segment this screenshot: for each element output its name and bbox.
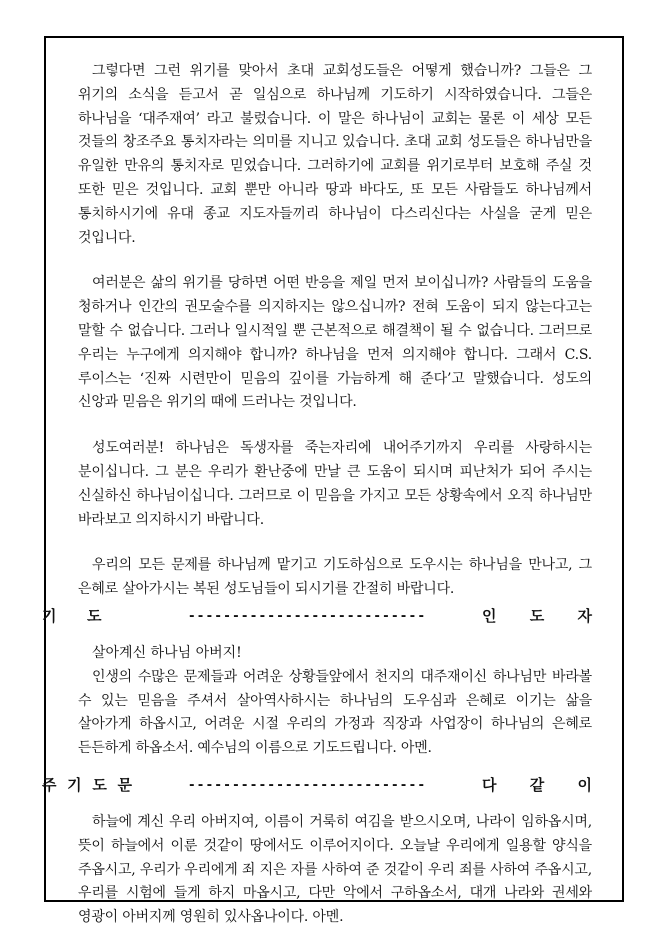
lords-prayer-heading-dashes: ---------------------------: [187, 778, 427, 794]
prayer-greeting: 살아계신 하나님 아버지!: [92, 644, 242, 661]
paragraph-2: 여러분은 삶의 위기를 당하면 어떤 반응을 제일 먼저 보이십니까? 사람들의 도움을 청하거나 인간의 권모술수를 의지하지는 않으십니까? 전혀 도움이 되지 않는다고는 말할 수 없습니다. 그러나 일시적일 뿐 근본적으로 해결책이 될 수 없습니다. 그러므로 우리는 누구에게 의지해야 합니까? 하나님을 먼저 의지해야 합니다. 그래서 C.S. 루이스는 ‘진짜 시련만이 믿음의 깊이를 가늠하게 해 준다’고 말했습니다. 성도의 신앙과 믿음은 위기의 때에 드러나는 것입니다.: [78, 275, 592, 411]
prayer-heading: [42, 602, 592, 632]
prayer-body: 인생의 수많은 문제들과 어려운 상황들앞에서 천지의 대주재이신 하나님만 바라볼 수 있는 믿음을 주셔서 살아역사하시는 하나님의 도우심과 은혜로 이기는 삶을 살아가게 하옵시고, 어려운 시절 우리의 가정과 직장과 사업장이 하나님의 은혜로 든든하게 하옵소서. 예수님의 이름으로 기도드립니다. 아멘.: [78, 668, 592, 757]
lords-prayer-heading-char: 도: [92, 776, 107, 795]
lords-prayer-heading-char: 문: [117, 776, 132, 795]
lords-prayer-leader-char: 다: [482, 776, 497, 795]
prayer-leader-char: 자: [577, 607, 592, 626]
lords-prayer-body: 하늘에 계신 우리 아버지여, 이름이 거룩히 여김을 받으시오며, 나라이 임하옵시며, 뜻이 하늘에서 이룬 것같이 땅에서도 이루어지이다. 오늘날 우리에게 일용할 양식을 주옵시고, 우리가 우리에게 죄 지은 자를 사하여 준 것같이 우리 죄를 사하여 주옵시고, 우리를 시험에 들게 하지 마옵시고, 다만 악에서 구하옵소서, 대개 나라와 권세와 영광이 아버지께 영원히 있사옵나이다. 아멘.: [78, 813, 592, 926]
prayer-leader-char: 도: [529, 607, 545, 626]
prayer-heading-dashes: ---------------------------: [187, 609, 427, 625]
sermon-content: [42, 60, 592, 930]
paragraph-1: 그렇다면 그런 위기를 맞아서 초대 교회성도들은 어떻게 했습니까? 그들은 그 위기의 소식을 듣고서 곧 일심으로 하나님께 기도하기 시작하였습니다. 그들은 하나님을 ‘대주재여’ 라고 불렀습니다. 이 말은 하나님이 교회는 물론 이 세상 모든 것들의 창조주요 통치자라는 의미를 지니고 있습니다. 초대 교회 성도들은 하나님만을 유일한 만유의 통치자로 믿었습니다. 그러하기에 교회를 위기로부터 보호해 주실 것 또한 믿은 것입니다. 교회 뿐만 아니라 땅과 바다도, 또 모든 사람들도 하나님께서 통치하시기에 유대 종교 지도자들끼리 하나님이 다스리신다는 사실을 굳게 믿은 것입니다.: [78, 63, 592, 246]
paragraph-3: 성도여러분! 하나님은 독생자를 죽는자리에 내어주기까지 우리를 사랑하시는 분이십니다. 그 분은 우리가 환난중에 만날 큰 도움이 되시며 피난처가 되어 주시는 신실하신 하나님이십니다. 그러므로 이 믿음을 가지고 모든 상황속에서 오직 하나님만 바라보고 의지하시기 바랍니다.: [78, 440, 592, 528]
prayer-heading-char: 기: [42, 607, 57, 626]
lords-prayer-leader-char: 이: [577, 776, 592, 795]
prayer-heading-char: 도: [87, 607, 102, 626]
lords-prayer-leader-char: 같: [529, 776, 545, 795]
lords-prayer-heading: [42, 771, 592, 801]
lords-prayer-heading-char: 기: [67, 776, 82, 795]
paragraph-4: 우리의 모든 문제를 하나님께 맡기고 기도하심으로 도우시는 하나님을 만나고, 그 은혜로 살아가시는 복된 성도님들이 되시기를 간절히 바랍니다.: [78, 557, 592, 598]
lords-prayer-heading-char: 주: [42, 776, 57, 795]
prayer-leader-char: 인: [482, 607, 497, 626]
